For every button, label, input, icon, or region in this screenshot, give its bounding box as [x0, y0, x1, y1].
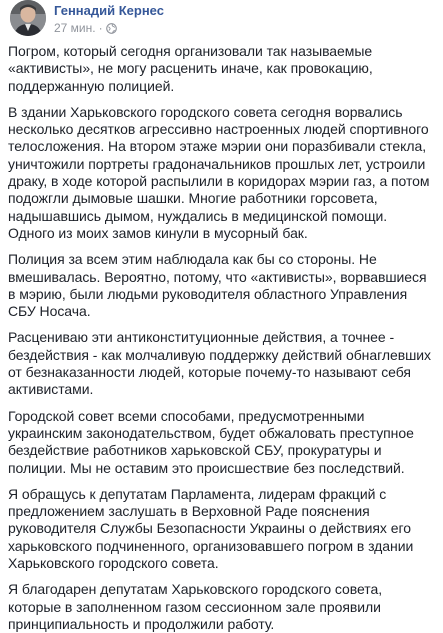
- post-header: [8, 0, 437, 40]
- post-timestamp[interactable]: 27 мин.: [54, 21, 96, 35]
- meta-separator: ·: [98, 21, 103, 35]
- post-paragraph: Погром, который сегодня организовали так называемые «активисты», не могу расценить иначе, как провокацию, поддержанную полицией.: [8, 43, 373, 94]
- post-paragraph: Полиция за всем этим наблюдала как бы со стороны. Не вмешивалась. Вероятно, потому, что «активисты», ворвавшиеся в мэрию, были людьми руководителя областного Управления СБУ Носача.: [8, 251, 427, 320]
- profile-photo: [10, 0, 46, 36]
- post-paragraph: Я благодарен депутатам Харьковского городского совета, которые в заполненном газом сессионном зале проявили принципиальность и продолжили работу.: [8, 581, 383, 632]
- author-avatar[interactable]: [10, 0, 46, 36]
- post-paragraph: Городской совет всеми способами, предусмотренными украинским законодательством, будет обжаловать преступное бездействие работников харьковской СБУ, прокуратуры и полиции. Мы не оставим это происшествие без последствий.: [8, 407, 414, 476]
- author-name[interactable]: Геннадий Кернес: [54, 3, 164, 18]
- post-body: [8, 40, 437, 633]
- post-meta: [54, 21, 117, 35]
- post-paragraph: Расцениваю эти антиконституционные действия, а точнее - бездействия - как молчаливую поддержку действий обнаглевших от безнаказанности людей, которые почему-то называют себя активистами.: [8, 329, 431, 398]
- globe-icon[interactable]: [106, 23, 117, 34]
- post-paragraph: В здании Харьковского городского совета сегодня ворвались несколько десятков агрессивно настроенных людей спортивного телосложения. На втором этаже мэрии они поразбивали стекла, уничтожили портреты градоначальников прошлых лет, устроили драку, в ходе которой распылили в коридорах мэрии газ, а потом подожгли дымовые шашки. Многие работники горсовета, надышавшись дымом, нуждались в медицинской помощи. Одного из моих замов кинули в мусорный бак.: [8, 103, 430, 241]
- post-paragraph: Я обращусь к депутатам Парламента, лидерам фракций с предложением заслушать в Верховной Раде пояснения руководителя Службы Безопасности Украины о действиях его харьковского подчиненного, организовавшего погром в здании Харьковского городского совета.: [8, 485, 414, 572]
